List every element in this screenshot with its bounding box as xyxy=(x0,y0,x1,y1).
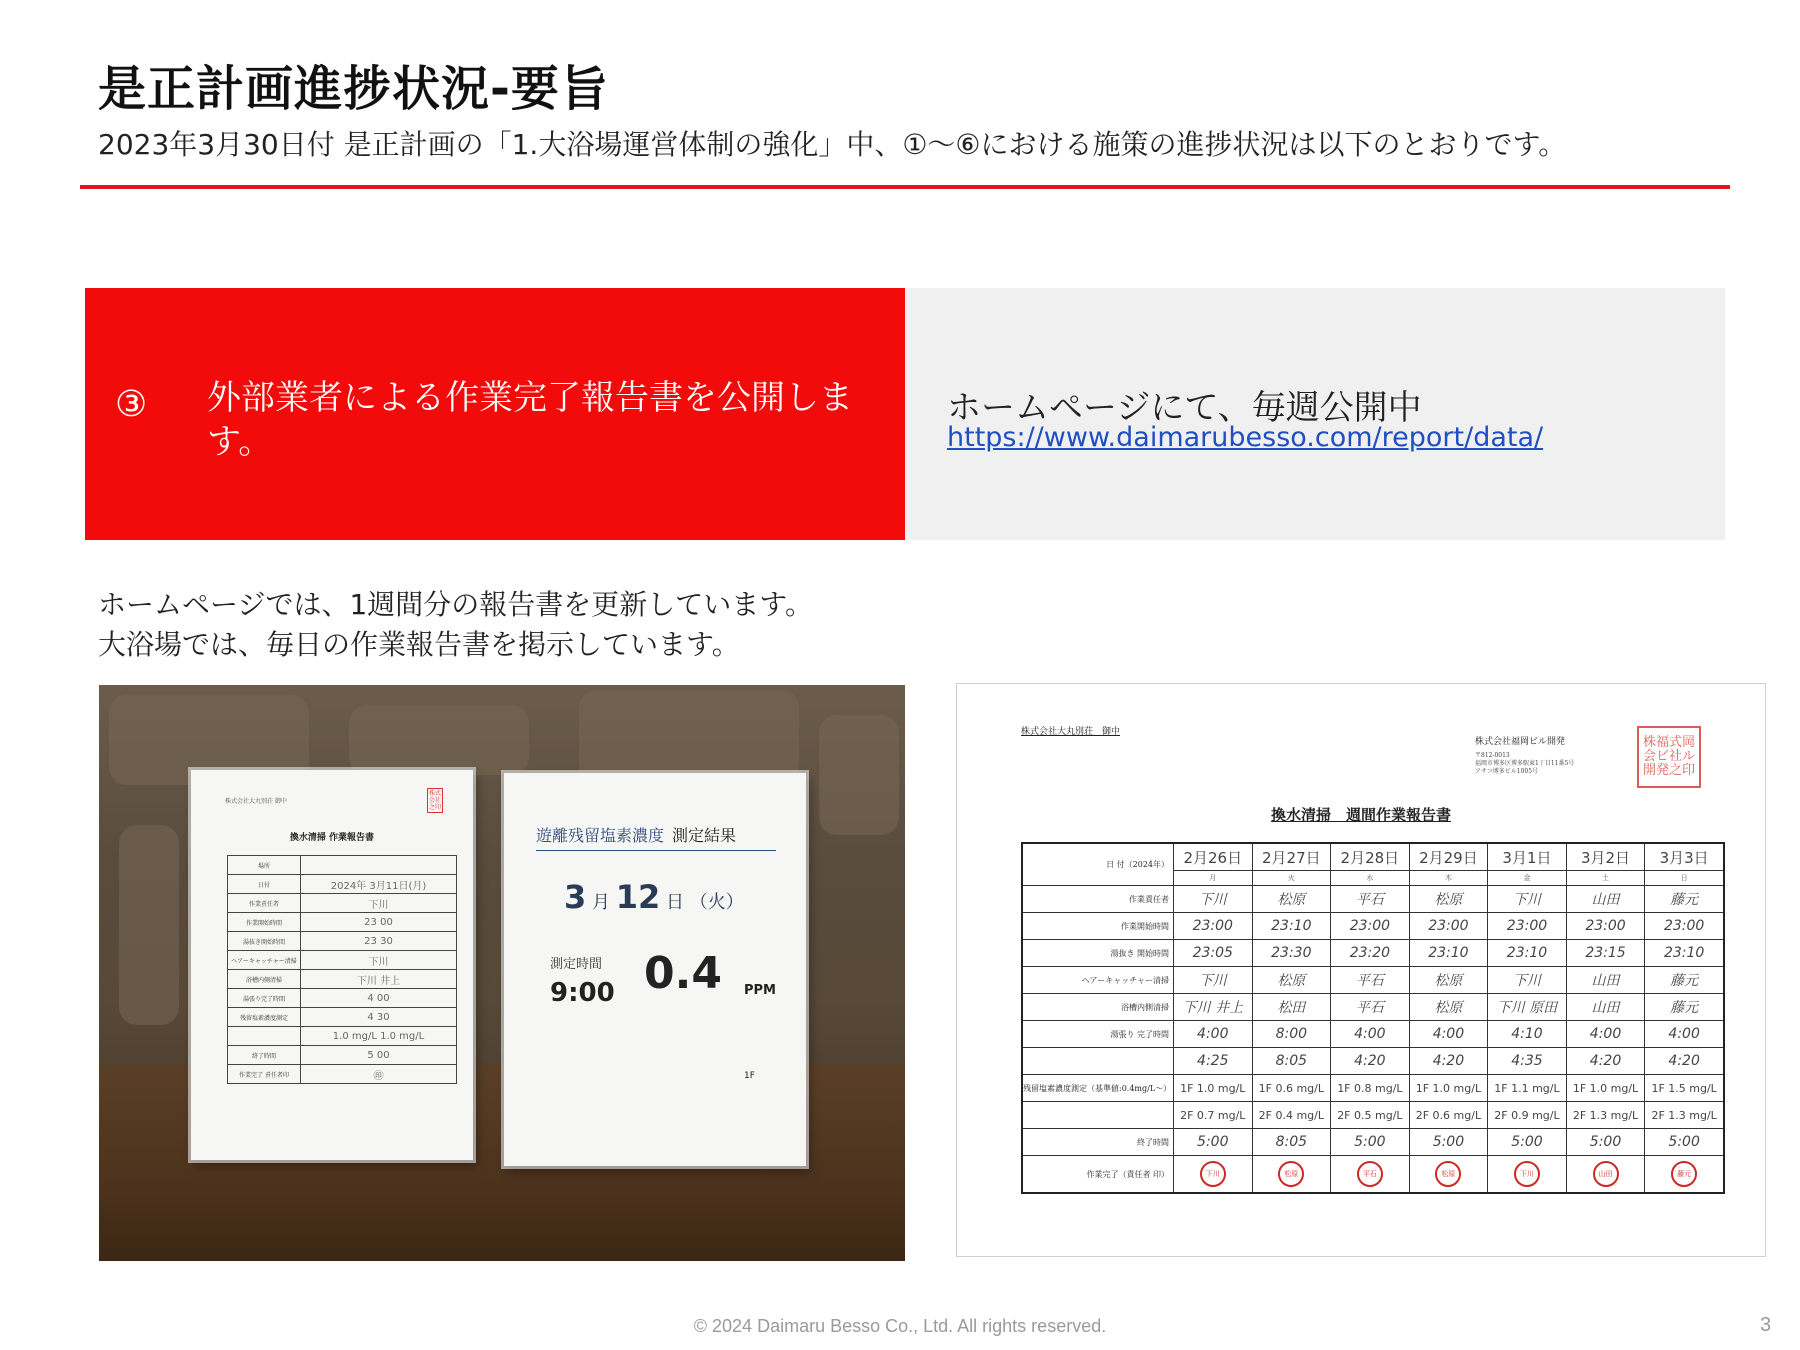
report-cell: 下川 xyxy=(1174,967,1253,994)
report-cell: 8:05 xyxy=(1252,1129,1331,1156)
weekly-report-scan xyxy=(956,683,1766,1257)
title-divider xyxy=(80,185,1730,189)
report-cell: 8:00 xyxy=(1252,1021,1331,1048)
report-cell: 1F 1.5 mg/L xyxy=(1645,1075,1724,1102)
report-cell: 5:00 xyxy=(1488,1129,1567,1156)
sheet-title: 換水清掃 作業報告書 xyxy=(289,833,375,843)
report-cell: 下川 原田 xyxy=(1488,994,1567,1021)
hanko-stamp-icon: 松原 xyxy=(1278,1161,1304,1187)
report-cell: 松原 xyxy=(1252,886,1331,913)
report-cell: 松原 xyxy=(1409,994,1488,1021)
report-date-cell: 3月2日 xyxy=(1566,843,1645,871)
report-cell: 下川 xyxy=(1488,967,1567,994)
report-cell: 23:00 xyxy=(1645,913,1724,940)
report-cell: 1F 0.8 mg/L xyxy=(1331,1075,1410,1102)
report-cell: 2F 1.3 mg/L xyxy=(1645,1102,1724,1129)
report-cell: 4:00 xyxy=(1645,1021,1724,1048)
sheet-row-label: 作業責任者 xyxy=(228,894,301,913)
report-cell: 23:15 xyxy=(1566,940,1645,967)
day-unit: 日 xyxy=(666,892,684,913)
report-cell: 23:10 xyxy=(1409,940,1488,967)
note-line-1: ホームページでは、1週間分の報告書を更新しています。 xyxy=(98,588,814,621)
sheet-row-value: 5 00 xyxy=(301,1046,457,1065)
sheet-row xyxy=(228,989,457,1008)
address-line: 福岡市博多区博多駅東1丁目11番5号 xyxy=(1475,760,1575,767)
report-date-cell: 2月26日 xyxy=(1174,843,1253,871)
report-row-label: 終了時間 xyxy=(1022,1129,1174,1156)
stone-wall xyxy=(819,715,899,835)
report-weekday-cell: 木 xyxy=(1409,871,1488,886)
report-cell: 2F 0.7 mg/L xyxy=(1174,1102,1253,1129)
report-title xyxy=(957,804,1765,825)
time-label: 測定時間 xyxy=(550,957,603,972)
daily-report-sheet xyxy=(191,770,473,1160)
measure-day: 12 xyxy=(615,878,661,916)
report-cell: 藤元 xyxy=(1645,994,1724,1021)
sheet-row-label: 浴槽内側清掃 xyxy=(228,970,301,989)
sheet-row xyxy=(228,1065,457,1084)
item-text: 外部業者による作業完了報告書を公開します。 xyxy=(207,378,853,462)
report-weekday-cell: 金 xyxy=(1488,871,1567,886)
report-cell: 4:20 xyxy=(1409,1048,1488,1075)
report-cell: 23:00 xyxy=(1409,913,1488,940)
hanko-stamp-icon: 下川 xyxy=(1514,1161,1540,1187)
sheet-row xyxy=(228,913,457,932)
report-link[interactable]: https://www.daimarubesso.com/report/data/ xyxy=(947,422,1544,453)
report-cell: 4:20 xyxy=(1645,1048,1724,1075)
chlorine-heading xyxy=(536,823,776,851)
report-row xyxy=(1022,940,1724,967)
report-cell: 藤元 xyxy=(1645,886,1724,913)
report-weekday-cell: 日 xyxy=(1645,871,1724,886)
stone-wall xyxy=(119,825,179,1025)
report-cell: 平石 xyxy=(1331,994,1410,1021)
page-number: 3 xyxy=(1760,1314,1772,1336)
report-addressee: 株式会社大丸別荘 御中 xyxy=(1021,727,1121,737)
report-date-cell: 2月27日 xyxy=(1252,843,1331,871)
item-panel xyxy=(85,288,905,540)
report-cell: 下川 xyxy=(1174,886,1253,913)
report-row xyxy=(1022,886,1724,913)
report-row-label xyxy=(1022,1102,1174,1129)
sheet-row xyxy=(228,1008,457,1027)
address-line: アサコ博多ビル1005号 xyxy=(1475,768,1539,775)
report-cell: 4:00 xyxy=(1174,1021,1253,1048)
month-unit: 月 xyxy=(592,892,610,913)
report-date-label: 日 付（2024年） xyxy=(1022,843,1174,886)
sheet-row-value: 23 00 xyxy=(301,913,457,932)
status-text: ホームページにて、毎週公開中 xyxy=(947,388,1422,428)
report-cell: 23:20 xyxy=(1331,940,1410,967)
report-date-row xyxy=(1022,843,1724,871)
report-stamp-row xyxy=(1022,1156,1724,1194)
report-cell: 4:25 xyxy=(1174,1048,1253,1075)
measure-weekday: （火） xyxy=(689,892,744,913)
report-weekday-cell: 水 xyxy=(1331,871,1410,886)
hanko-stamp-icon: 下川 xyxy=(1200,1161,1226,1187)
sheet-row-value: 23 30 xyxy=(301,932,457,951)
address-line: 〒812-0013 xyxy=(1475,752,1510,759)
report-cell: 2F 0.5 mg/L xyxy=(1331,1102,1410,1129)
sheet-row xyxy=(228,875,457,894)
sheet-row-label: 日付 xyxy=(228,875,301,894)
measure-date xyxy=(564,878,744,916)
sheet-row xyxy=(228,894,457,913)
sheet-row-value xyxy=(301,856,457,875)
page-subtitle: 2023年3月30日付 是正計画の「1.大浴場運営体制の強化」中、①～⑥における施策の進捗状況は以下のとおりです。 xyxy=(98,128,1567,161)
report-stamp-cell xyxy=(1488,1156,1567,1194)
measure-month: 3 xyxy=(564,878,587,916)
sheet-row-label: 終了時間 xyxy=(228,1046,301,1065)
sheet-row-value: 下川 xyxy=(301,894,457,913)
report-cell: 4:00 xyxy=(1331,1021,1410,1048)
report-cell: 23:00 xyxy=(1566,913,1645,940)
sheet-row xyxy=(228,856,457,875)
report-cell: 23:10 xyxy=(1488,940,1567,967)
stone-wall xyxy=(579,690,799,785)
report-cell: 5:00 xyxy=(1331,1129,1410,1156)
report-row xyxy=(1022,1048,1724,1075)
report-cell: 松原 xyxy=(1409,886,1488,913)
report-cell: 23:05 xyxy=(1174,940,1253,967)
floor-label: 1F xyxy=(744,1071,755,1081)
report-cell: 5:00 xyxy=(1174,1129,1253,1156)
report-row xyxy=(1022,1075,1724,1102)
report-cell: 23:00 xyxy=(1174,913,1253,940)
status-panel xyxy=(905,288,1725,540)
chlorine-unit: PPM xyxy=(744,983,776,998)
report-date-cell: 2月28日 xyxy=(1331,843,1410,871)
report-stamp-cell xyxy=(1331,1156,1410,1194)
sheet-row-label: 作業開始時間 xyxy=(228,913,301,932)
chlorine-value: 0.4 xyxy=(644,948,722,999)
report-row xyxy=(1022,1102,1724,1129)
sheet-row-value: 4 30 xyxy=(301,1008,457,1027)
report-cell: 山田 xyxy=(1566,994,1645,1021)
report-stamp-cell xyxy=(1409,1156,1488,1194)
report-row-label: ヘアーキャッチャー清掃 xyxy=(1022,967,1174,994)
report-date-cell: 2月29日 xyxy=(1409,843,1488,871)
report-title-text: 換水清掃 週間作業報告書 xyxy=(1270,806,1451,824)
report-row-label: 残留塩素濃度測定（基準値:0.4mg/L～） xyxy=(1022,1075,1174,1102)
report-stamp-cell xyxy=(1174,1156,1253,1194)
report-stamp-cell xyxy=(1252,1156,1331,1194)
report-row xyxy=(1022,1129,1724,1156)
report-cell: 松原 xyxy=(1409,967,1488,994)
sheet-row-value: 4 00 xyxy=(301,989,457,1008)
report-cell: 2F 0.9 mg/L xyxy=(1488,1102,1567,1129)
report-cell: 5:00 xyxy=(1409,1129,1488,1156)
sheet-row-label: ヘアーキャッチャー清掃 xyxy=(228,951,301,970)
report-weekday-cell: 火 xyxy=(1252,871,1331,886)
report-row-label: 作業責任者 xyxy=(1022,886,1174,913)
report-row-label xyxy=(1022,1048,1174,1075)
measure-time: 9:00 xyxy=(550,978,615,1008)
company-seal-stamp: 株福式岡会ビ社ル開発之印 xyxy=(1637,726,1701,788)
report-cell: 松田 xyxy=(1252,994,1331,1021)
sheet-row xyxy=(228,970,457,989)
report-cell: 藤元 xyxy=(1645,967,1724,994)
report-company: 株式会社福岡ビル開発 xyxy=(1475,737,1566,747)
report-cell: 4:00 xyxy=(1409,1021,1488,1048)
company-seal: 株式 会社 之印 xyxy=(429,790,442,811)
report-row xyxy=(1022,1021,1724,1048)
report-cell: 23:10 xyxy=(1645,940,1724,967)
report-cell: 4:20 xyxy=(1331,1048,1410,1075)
sheet-row xyxy=(228,1046,457,1065)
report-cell: 2F 0.4 mg/L xyxy=(1252,1102,1331,1129)
sheet-row-value: 2024年 3月11日(月) xyxy=(301,875,457,894)
item-number: ③ xyxy=(115,384,148,425)
sheet-row-label: 湯抜き開始時間 xyxy=(228,932,301,951)
report-cell: 5:00 xyxy=(1645,1129,1724,1156)
report-cell: 23:00 xyxy=(1331,913,1410,940)
report-cell: 平石 xyxy=(1331,967,1410,994)
sheet-table xyxy=(227,855,457,1084)
report-cell: 2F 0.6 mg/L xyxy=(1409,1102,1488,1129)
report-date-cell: 3月1日 xyxy=(1488,843,1567,871)
report-cell: 23:00 xyxy=(1488,913,1567,940)
report-cell: 1F 1.0 mg/L xyxy=(1566,1075,1645,1102)
report-cell: 1F 0.6 mg/L xyxy=(1252,1075,1331,1102)
report-row-label: 湯抜き 開始時間 xyxy=(1022,940,1174,967)
report-table xyxy=(1021,842,1725,1194)
hanko-stamp-icon: 平石 xyxy=(1357,1161,1383,1187)
report-cell: 4:00 xyxy=(1566,1021,1645,1048)
report-stamp-cell xyxy=(1645,1156,1724,1194)
chlorine-sheet xyxy=(504,773,806,1166)
report-date-cell: 3月3日 xyxy=(1645,843,1724,871)
report-cell: 平石 xyxy=(1331,886,1410,913)
report-stamp-cell xyxy=(1566,1156,1645,1194)
report-row-label: 浴槽内側清掃 xyxy=(1022,994,1174,1021)
chlorine-heading-2: 測定結果 xyxy=(672,826,737,845)
report-row-label: 作業開始時間 xyxy=(1022,913,1174,940)
bath-notice-photo xyxy=(99,685,905,1261)
page-title: 是正計画進捗状況-要旨 xyxy=(98,61,609,117)
report-cell: 松原 xyxy=(1252,967,1331,994)
sheet-row-label: 場所 xyxy=(228,856,301,875)
sheet-row-label: 作業完了 責任者印 xyxy=(228,1065,301,1084)
sheet-row xyxy=(228,951,457,970)
chlorine-heading-1: 遊離残留塩素濃度 xyxy=(536,826,665,845)
report-cell: 下川 xyxy=(1488,886,1567,913)
report-weekday-cell: 月 xyxy=(1174,871,1253,886)
note-line-2: 大浴場では、毎日の作業報告書を掲示しています。 xyxy=(98,628,740,661)
report-cell: 1F 1.0 mg/L xyxy=(1174,1075,1253,1102)
sheet-row-label: 残留塩素濃度測定 xyxy=(228,1008,301,1027)
hanko-stamp-icon: 山田 xyxy=(1593,1161,1619,1187)
sheet-row-value: 下川 xyxy=(301,951,457,970)
report-cell: 下川 井上 xyxy=(1174,994,1253,1021)
report-cell: 23:30 xyxy=(1252,940,1331,967)
sheet-row-value: 1.0 mg/L 1.0 mg/L xyxy=(301,1027,457,1046)
report-cell: 4:20 xyxy=(1566,1048,1645,1075)
report-cell: 山田 xyxy=(1566,967,1645,994)
report-row xyxy=(1022,994,1724,1021)
report-cell: 山田 xyxy=(1566,886,1645,913)
hanko-stamp-icon: 藤元 xyxy=(1671,1161,1697,1187)
report-cell: 5:00 xyxy=(1566,1129,1645,1156)
report-cell: 2F 1.3 mg/L xyxy=(1566,1102,1645,1129)
report-row xyxy=(1022,967,1724,994)
copyright: © 2024 Daimaru Besso Co., Ltd. All rights reserved. xyxy=(693,1316,1107,1336)
report-row-label: 湯張り 完了時間 xyxy=(1022,1021,1174,1048)
sheet-row-label: 湯張り完了時間 xyxy=(228,989,301,1008)
report-cell: 4:35 xyxy=(1488,1048,1567,1075)
report-row xyxy=(1022,913,1724,940)
report-weekday-cell: 土 xyxy=(1566,871,1645,886)
sheet-row xyxy=(228,932,457,951)
report-cell: 8:05 xyxy=(1252,1048,1331,1075)
report-stamp-label: 作業完了（責任者 印） xyxy=(1022,1156,1174,1194)
report-cell: 4:10 xyxy=(1488,1021,1567,1048)
sheet-addressee: 株式会社大丸別荘 御中 xyxy=(225,798,287,805)
report-cell: 1F 1.0 mg/L xyxy=(1409,1075,1488,1102)
hanko-stamp-icon: 松原 xyxy=(1435,1161,1461,1187)
note-text xyxy=(98,585,813,665)
stone-wall xyxy=(349,705,529,775)
sheet-row-value: 下川 井上 xyxy=(301,970,457,989)
sheet-row-value: ㊞ xyxy=(301,1065,457,1084)
report-cell: 23:10 xyxy=(1252,913,1331,940)
sheet-row-label xyxy=(228,1027,301,1046)
sheet-row xyxy=(228,1027,457,1046)
report-cell: 1F 1.1 mg/L xyxy=(1488,1075,1567,1102)
report-address xyxy=(1475,752,1574,776)
